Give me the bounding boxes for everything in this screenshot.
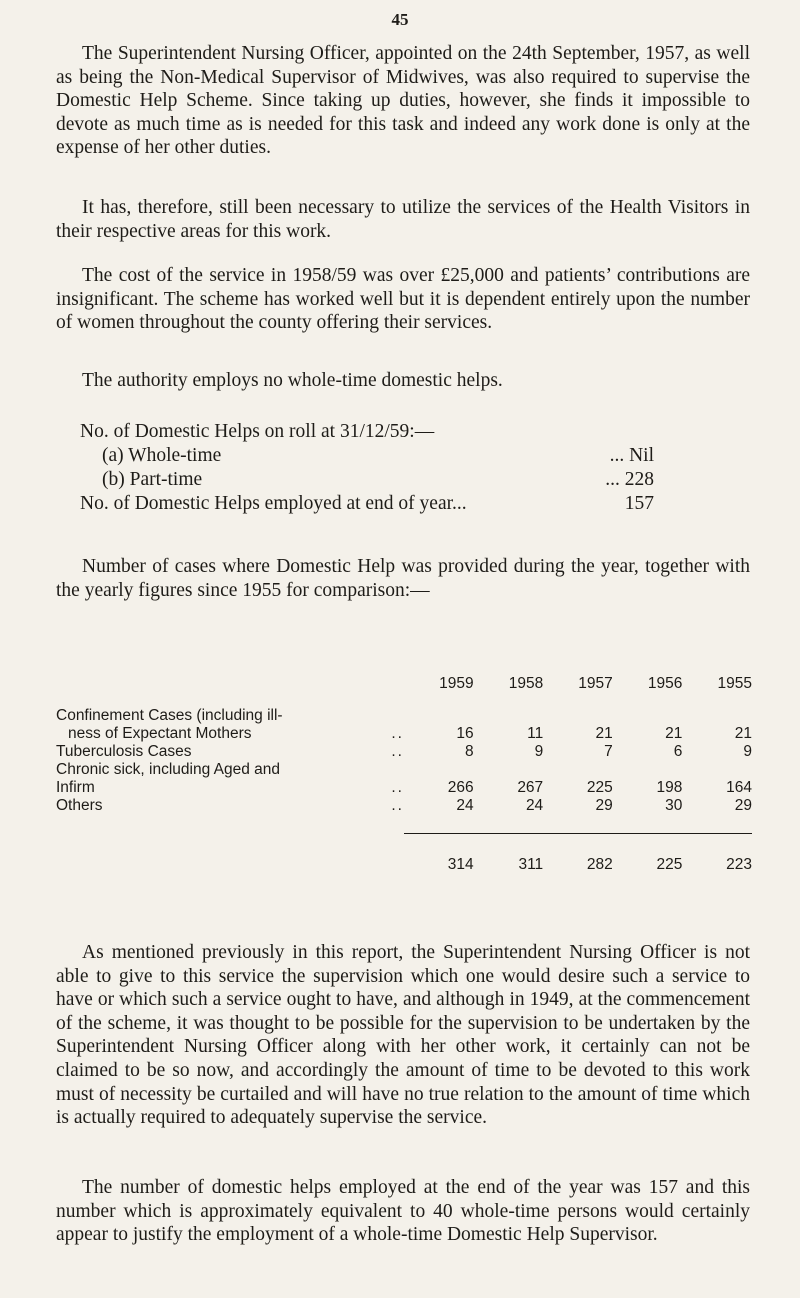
total-cell: 311 [474, 833, 544, 874]
cases-table [56, 667, 752, 874]
year-header: 1956 [647, 675, 683, 692]
table-header-row [56, 667, 752, 693]
helps-whole-time-row: (a) Whole-time ... Nil [102, 445, 654, 466]
table-row-tuberculosis: Tuberculosis Cases .. 8 9 7 6 9 [56, 743, 752, 760]
total-cell: 225 [613, 833, 683, 874]
table-row-confinement: Confinement Cases (including ill- ness of Expectant Mothers .. 16 11 21 21 21 [56, 707, 752, 742]
year-header: 1957 [578, 675, 613, 692]
helps-employed-row: No. of Domestic Helps employed at end of year... 157 [80, 493, 654, 514]
year-header: 1955 [717, 675, 752, 692]
helps-part-time-row: (b) Part-time ... 228 [102, 469, 654, 490]
total-cell: 223 [682, 833, 752, 874]
employed-value: 157 [624, 493, 654, 514]
total-cell: 314 [404, 833, 474, 874]
page-number: 45 [391, 10, 409, 29]
paragraph-no-whole-time: The authority employs no whole-time domestic helps. [82, 370, 503, 391]
helps-heading: No. of Domestic Helps on roll at 31/12/59:— [80, 421, 435, 442]
whole-time-value: Nil [629, 445, 654, 466]
part-time-value: 228 [624, 469, 654, 490]
row-label: Confinement Cases (including ill- ness of Expectant Mothers .. [56, 707, 404, 742]
paragraph-cost: The cost of the service in 1958/59 was over £25,000 and patients’ contributions are insignificant. The scheme has worked well but it is dependent entirely upon the number of women throughout the county offering their services. [56, 265, 750, 334]
helps-on-roll-list [80, 420, 654, 516]
paragraph-supervision: As mentioned previously in this report, the Superintendent Nursing Officer is not able to give to this service the supervision which one would desire such a service to have or which such a service ought to have, and although in 1949, at the commencement of the scheme, it was thought to be possible for the supervision to be undertaken by the Superintendent Nursing Officer along with her other work, it certainly can not be claimed to be so now, and accordingly the amount of time to be devoted to this work must of necessity be curtailed and will have no true relation to the amount of time which is actually required to adequately supervise the service. [56, 942, 750, 1129]
year-header: 1959 [439, 675, 474, 692]
paragraph-superintendent: The Superintendent Nursing Officer, appointed on the 24th September, 1957, as well as being the Non-Medical Supervisor of Midwives, was also required to supervise the Domestic Help Scheme. Since taking up duties, however, she finds it impossible to devote as much time as is needed for this task and indeed any work done is only at the expense of her other duties. [56, 43, 750, 159]
paragraph-health-visitors: It has, therefore, still been necessary to utilize the services of the Health Visitors in their respective areas for this work. [56, 197, 750, 242]
row-label: Chronic sick, including Aged and Infirm .. [56, 761, 404, 796]
paragraph-cases-intro: Number of cases where Domestic Help was provided during the year, together with the yearly figures since 1955 for comparison:— [56, 556, 750, 601]
paragraph-supervisor-justification: The number of domestic helps employed at the end of the year was 157 and this number which is approximately equivalent to 40 whole-time persons would certainly appear to justify the employment of a whole-time Domestic Help Supervisor. [56, 1177, 750, 1246]
row-label: Others .. [56, 797, 404, 814]
table-row-chronic-sick: Chronic sick, including Aged and Infirm .. 266 267 225 198 164 [56, 761, 752, 796]
table-row-others: Others .. 24 24 29 30 29 [56, 797, 752, 814]
table-totals-row [56, 833, 752, 874]
year-header: 1958 [508, 675, 544, 692]
row-label: Tuberculosis Cases .. [56, 743, 404, 760]
total-cell: 282 [543, 833, 613, 874]
